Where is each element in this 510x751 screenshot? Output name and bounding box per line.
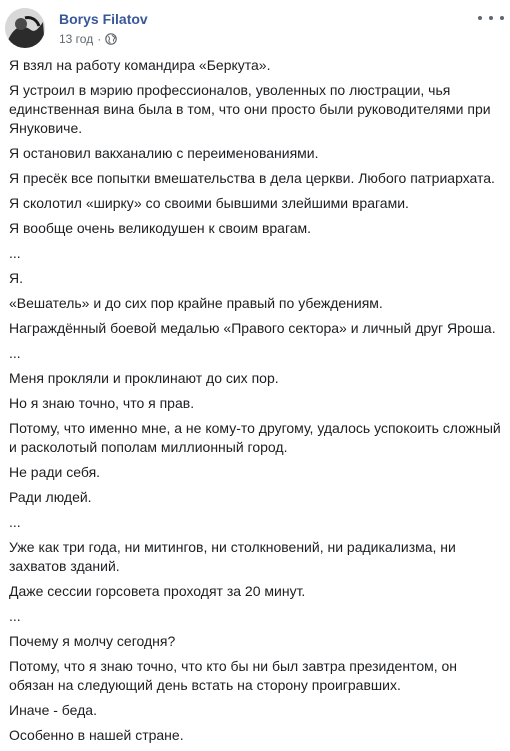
post-paragraph: Почему я молчу сегодня? — [9, 633, 176, 649]
post-paragraph: Ради людей. — [9, 489, 92, 505]
post-paragraph: Даже сессии горсовета проходят за 20 минут. — [9, 583, 306, 599]
post-paragraph: Но я знаю точно, что я прав. — [9, 395, 195, 411]
post-paragraph: Потому, что я знаю точно, что кто бы ни был завтра президентом, он обязан на следующий день встать на сторону проигравших. — [9, 658, 458, 693]
post-paragraph: ... — [9, 514, 21, 530]
post-paragraph: Награждённый боевой медалью «Правого сектора» и личный друг Яроша. — [9, 320, 496, 336]
post-header — [0, 0, 510, 52]
dot — [489, 16, 493, 20]
post-paragraph: «Вешатель» и до сих пор крайне правый по убеждениям. — [9, 295, 383, 311]
globe-icon[interactable] — [105, 33, 117, 45]
meta-separator: · — [97, 32, 102, 46]
author-name-link[interactable]: Borys Filatov — [59, 11, 148, 27]
post-paragraph: Я устроил в мэрию профессионалов, уволенных по люстрации, чья единственная вина была в том, что они просто были руководителями при Януковиче. — [9, 82, 491, 136]
post-paragraph: Иначе - беда. — [9, 702, 97, 718]
post-paragraph: Меня прокляли и проклинают до сих пор. — [9, 370, 279, 386]
post-paragraph: ... — [9, 345, 21, 361]
post-paragraph: Я вообще очень великодушен к своим врагам. — [9, 220, 312, 236]
dot — [478, 16, 482, 20]
post-timestamp[interactable]: 13 год — [59, 32, 94, 46]
post-paragraph: ... — [9, 608, 21, 624]
post-paragraph: Не ради себя. — [9, 464, 101, 480]
post-paragraph: Я взял на работу командира «Беркута». — [9, 57, 271, 73]
author-avatar[interactable] — [5, 8, 45, 48]
post-paragraph: Потому, что именно мне, а не кому-то другому, удалось успокоить сложный и расколотый пополам миллионный город. — [9, 420, 501, 455]
post-text — [9, 56, 505, 751]
post-paragraph: Уже как три года, ни митингов, ни столкновений, ни радикализма, ни захватов зданий. — [9, 539, 456, 574]
more-options-icon[interactable] — [478, 10, 504, 26]
post-meta — [59, 32, 117, 46]
post-paragraph: ... — [9, 245, 21, 261]
post-paragraph: Особенно в нашей стране. — [9, 727, 184, 743]
post-paragraph: Я сколотил «ширку» со своими бывшими злейшими врагами. — [9, 195, 409, 211]
post-paragraph: Я. — [9, 270, 23, 286]
post-paragraph: Я остановил вакханалию с переименованиями. — [9, 145, 319, 161]
dot — [500, 16, 504, 20]
post-paragraph: Я пресёк все попытки вмешательства в дела церкви. Любого патриархата. — [9, 170, 495, 186]
